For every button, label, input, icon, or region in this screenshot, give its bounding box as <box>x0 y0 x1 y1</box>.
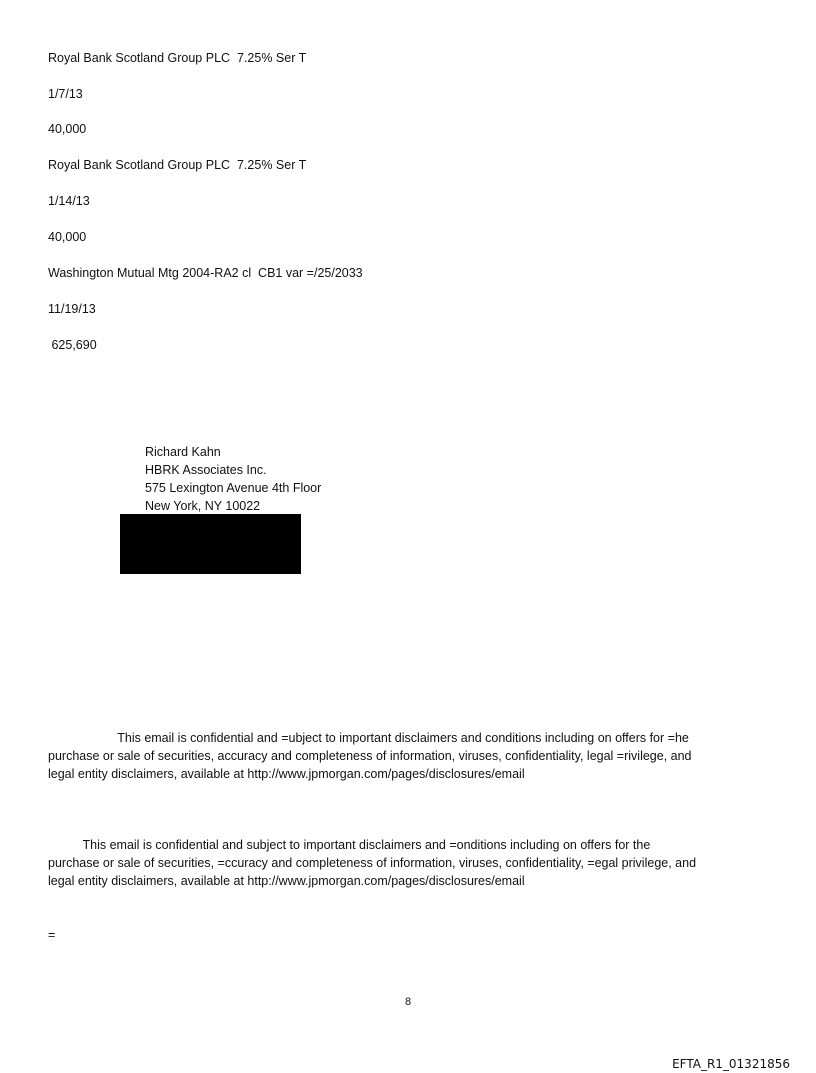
disclaimer-2-line-3: legal entity disclaimers, available at http://www.jpmorgan.com/pages/disclosures/email <box>48 874 525 888</box>
holding-3-date: 11/19/13 <box>48 302 96 316</box>
signature-name: Richard Kahn <box>145 445 221 459</box>
signature-block <box>145 443 321 515</box>
disclaimer-1-line-2: purchase or sale of securities, accuracy and completeness of information, viruses, confidentiality, legal =rivilege, and <box>48 749 692 763</box>
holding-2-security: Royal Bank Scotland Group PLC 7.25% Ser T <box>48 158 307 172</box>
document-id: EFTA_R1_01321856 <box>672 1057 790 1071</box>
disclaimer-1-line-1: This email is confidential and =ubject to important disclaimers and conditions including on offers for =he <box>48 731 689 745</box>
signature-city: New York, NY 10022 <box>145 499 261 513</box>
disclaimer-2-line-2: purchase or sale of securities, =ccuracy and completeness of information, viruses, confidentiality, =egal privilege, and <box>48 856 697 870</box>
holding-1-amount: 40,000 <box>48 122 87 136</box>
trailing-equals: = <box>48 928 56 942</box>
holding-2-date: 1/14/13 <box>48 194 90 208</box>
signature-company: HBRK Associates Inc. <box>145 463 267 477</box>
redaction-box <box>120 514 301 574</box>
holding-1-date: 1/7/13 <box>48 87 83 101</box>
holding-3-security: Washington Mutual Mtg 2004-RA2 cl CB1 var =/25/2033 <box>48 266 363 280</box>
disclaimer-2-line-1: This email is confidential and subject to important disclaimers and =onditions including on offers for the <box>48 838 651 852</box>
disclaimer-1 <box>48 729 778 783</box>
disclaimer-1-line-3: legal entity disclaimers, available at http://www.jpmorgan.com/pages/disclosures/email <box>48 767 525 781</box>
holding-1-security: Royal Bank Scotland Group PLC 7.25% Ser T <box>48 51 307 65</box>
signature-street: 575 Lexington Avenue 4th Floor <box>145 481 322 495</box>
disclaimer-2 <box>48 836 778 890</box>
page-number: 8 <box>404 996 412 1008</box>
holding-2-amount: 40,000 <box>48 230 87 244</box>
holding-3-amount: 625,690 <box>48 338 97 352</box>
